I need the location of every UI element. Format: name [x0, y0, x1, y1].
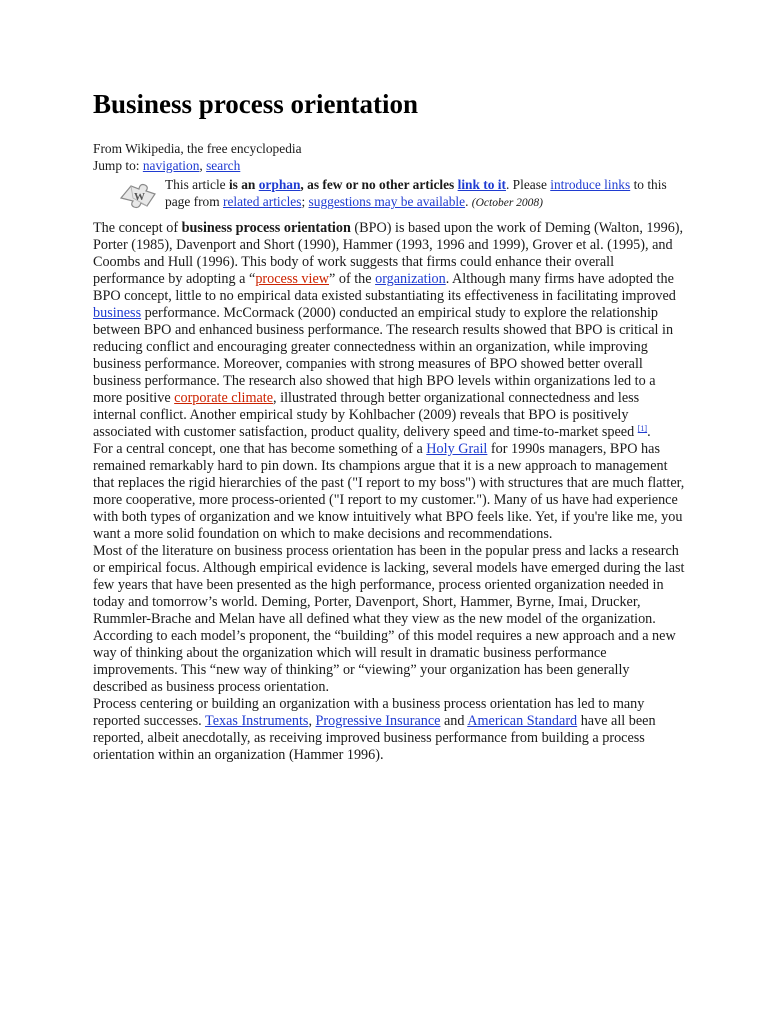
page-title: Business process orientation	[93, 89, 419, 119]
jump-links	[93, 157, 685, 174]
svg-text:W: W	[134, 191, 145, 203]
related-articles-link[interactable]: related articles	[223, 194, 302, 209]
notice-text-2: is an	[228, 177, 259, 192]
american-standard-link[interactable]: American Standard	[467, 713, 578, 729]
orphan-notice	[93, 176, 685, 220]
paragraph-1	[93, 220, 685, 441]
p1-text-7: .	[647, 424, 651, 440]
notice-text-5: to this page from	[165, 177, 667, 209]
p4-text-1: Process centering or building an organization with a business process orientation has led to many reported successes.	[93, 696, 645, 729]
p2-text-2: for 1990s managers, BPO has remained remarkably hard to pin down. Its champions argue that it is a new approach to management that replaces the rigid hierarchies of the past ("I report to my boss") with structures that are much flatter, more cooperative, more process-oriented ("I report to my customer."). Many of us have had experience with both types of organization and we know intuitively what BPO feels like. Yet, if you're like me, you want a more solid foundation on which to make decisions and recommendations.	[93, 441, 685, 542]
p1-text-6: , illustrated through better organizational connectedness and less internal conflict. Another empirical study by Kohlbacher (2009) reveals that BPO is positively associated with customer satisfaction, product quality, delivery speed and time-to-market speed	[93, 390, 640, 440]
notice-text-7: .	[465, 194, 472, 209]
paragraph-4	[93, 696, 685, 764]
p1-text-2: (BPO) is based upon the work of Deming (Walton, 1996), Porter (1985), Davenport and Short (1990), Hammer (1993, 1996 and 1999), Grover et al. (1995), and Coombs and Hull (1996). This body of work suggests that firms could enhance their overall performance by adopting a “	[93, 220, 684, 287]
p4-text-2: ,	[308, 713, 316, 729]
notice-date: (October 2008)	[471, 197, 544, 209]
p4-text-4: have all been reported, albeit anecdotally, as receiving improved business performance from building a process orientation within an organization (Hammer 1996).	[93, 713, 656, 763]
texas-instruments-link[interactable]: Texas Instruments	[205, 713, 309, 729]
jump-separator: ,	[199, 158, 207, 173]
p1-text-5: performance. McCormack (2000) conducted an empirical study to explore the relationship between BPO and enhanced business performance. The research results showed that BPO is critical in reducing conflict and encouraging greater connectedness within an organization, while improving business performance. Moreover, companies with strong measures of BPO showed better overall business performance. The research also showed that high BPO levels within organizations led to a more positive	[93, 305, 674, 406]
paragraph-3: Most of the literature on business process orientation has been in the popular press and lacks a research or empirical focus. Although empirical evidence is lacking, several models have emerged during the last few years that have been presented as the high performance, process oriented organization needed in today and tomorrow’s world. Deming, Porter, Davenport, Short, Hammer, Byrne, Imai, Drucker, Rummler-Brache and Melan have all defined what they view as the new model of the organization. According to each model’s proponent, the “building” of this model requires a new approach and a new way of thinking about the organization which will result in dramatic business performance improvements. This “new way of thinking” or “viewing” your organization has been generally described as business process orientation.	[93, 543, 685, 695]
article	[93, 86, 685, 764]
navigation-link[interactable]: navigation	[142, 158, 200, 173]
notice-text-3: , as few or no other articles	[300, 177, 458, 192]
p2-text-1: For a central concept, one that has become something of a	[93, 441, 427, 457]
notice-text-6: ;	[301, 194, 309, 209]
p4-text-3: and	[440, 713, 468, 729]
site-subtitle: From Wikipedia, the free encyclopedia	[93, 141, 302, 156]
process-view-link[interactable]: process view	[255, 271, 329, 287]
search-link[interactable]: search	[206, 158, 241, 173]
jump-prefix: Jump to:	[93, 158, 143, 173]
holy-grail-link[interactable]: Holy Grail	[426, 441, 488, 457]
notice-text-1: This article	[165, 177, 229, 192]
p1-text-3: ” of the	[329, 271, 376, 287]
organization-link[interactable]: organization	[375, 271, 446, 287]
introduce-links-link[interactable]: introduce links	[550, 177, 631, 192]
business-link[interactable]: business	[93, 305, 142, 321]
p1-text-4: . Although many firms have adopted the BPO concept, little to no empirical data existed substantiating its effectiveness in facilitating improved	[93, 271, 676, 304]
progressive-insurance-link[interactable]: Progressive Insurance	[315, 713, 441, 729]
suggestions-link[interactable]: suggestions may be available	[308, 194, 466, 209]
reference-1-link[interactable]: [1]	[637, 424, 648, 433]
p1-bold-term: business process orientation	[181, 220, 351, 236]
corporate-climate-link[interactable]: corporate climate	[174, 390, 274, 406]
link-to-it-link[interactable]: link to it	[457, 177, 506, 192]
notice-text-4: . Please	[505, 177, 551, 192]
puzzle-piece-icon	[115, 178, 163, 218]
orphan-link[interactable]: orphan	[258, 177, 301, 192]
p1-text-1: The concept of	[93, 220, 182, 236]
paragraph-2	[93, 441, 685, 543]
